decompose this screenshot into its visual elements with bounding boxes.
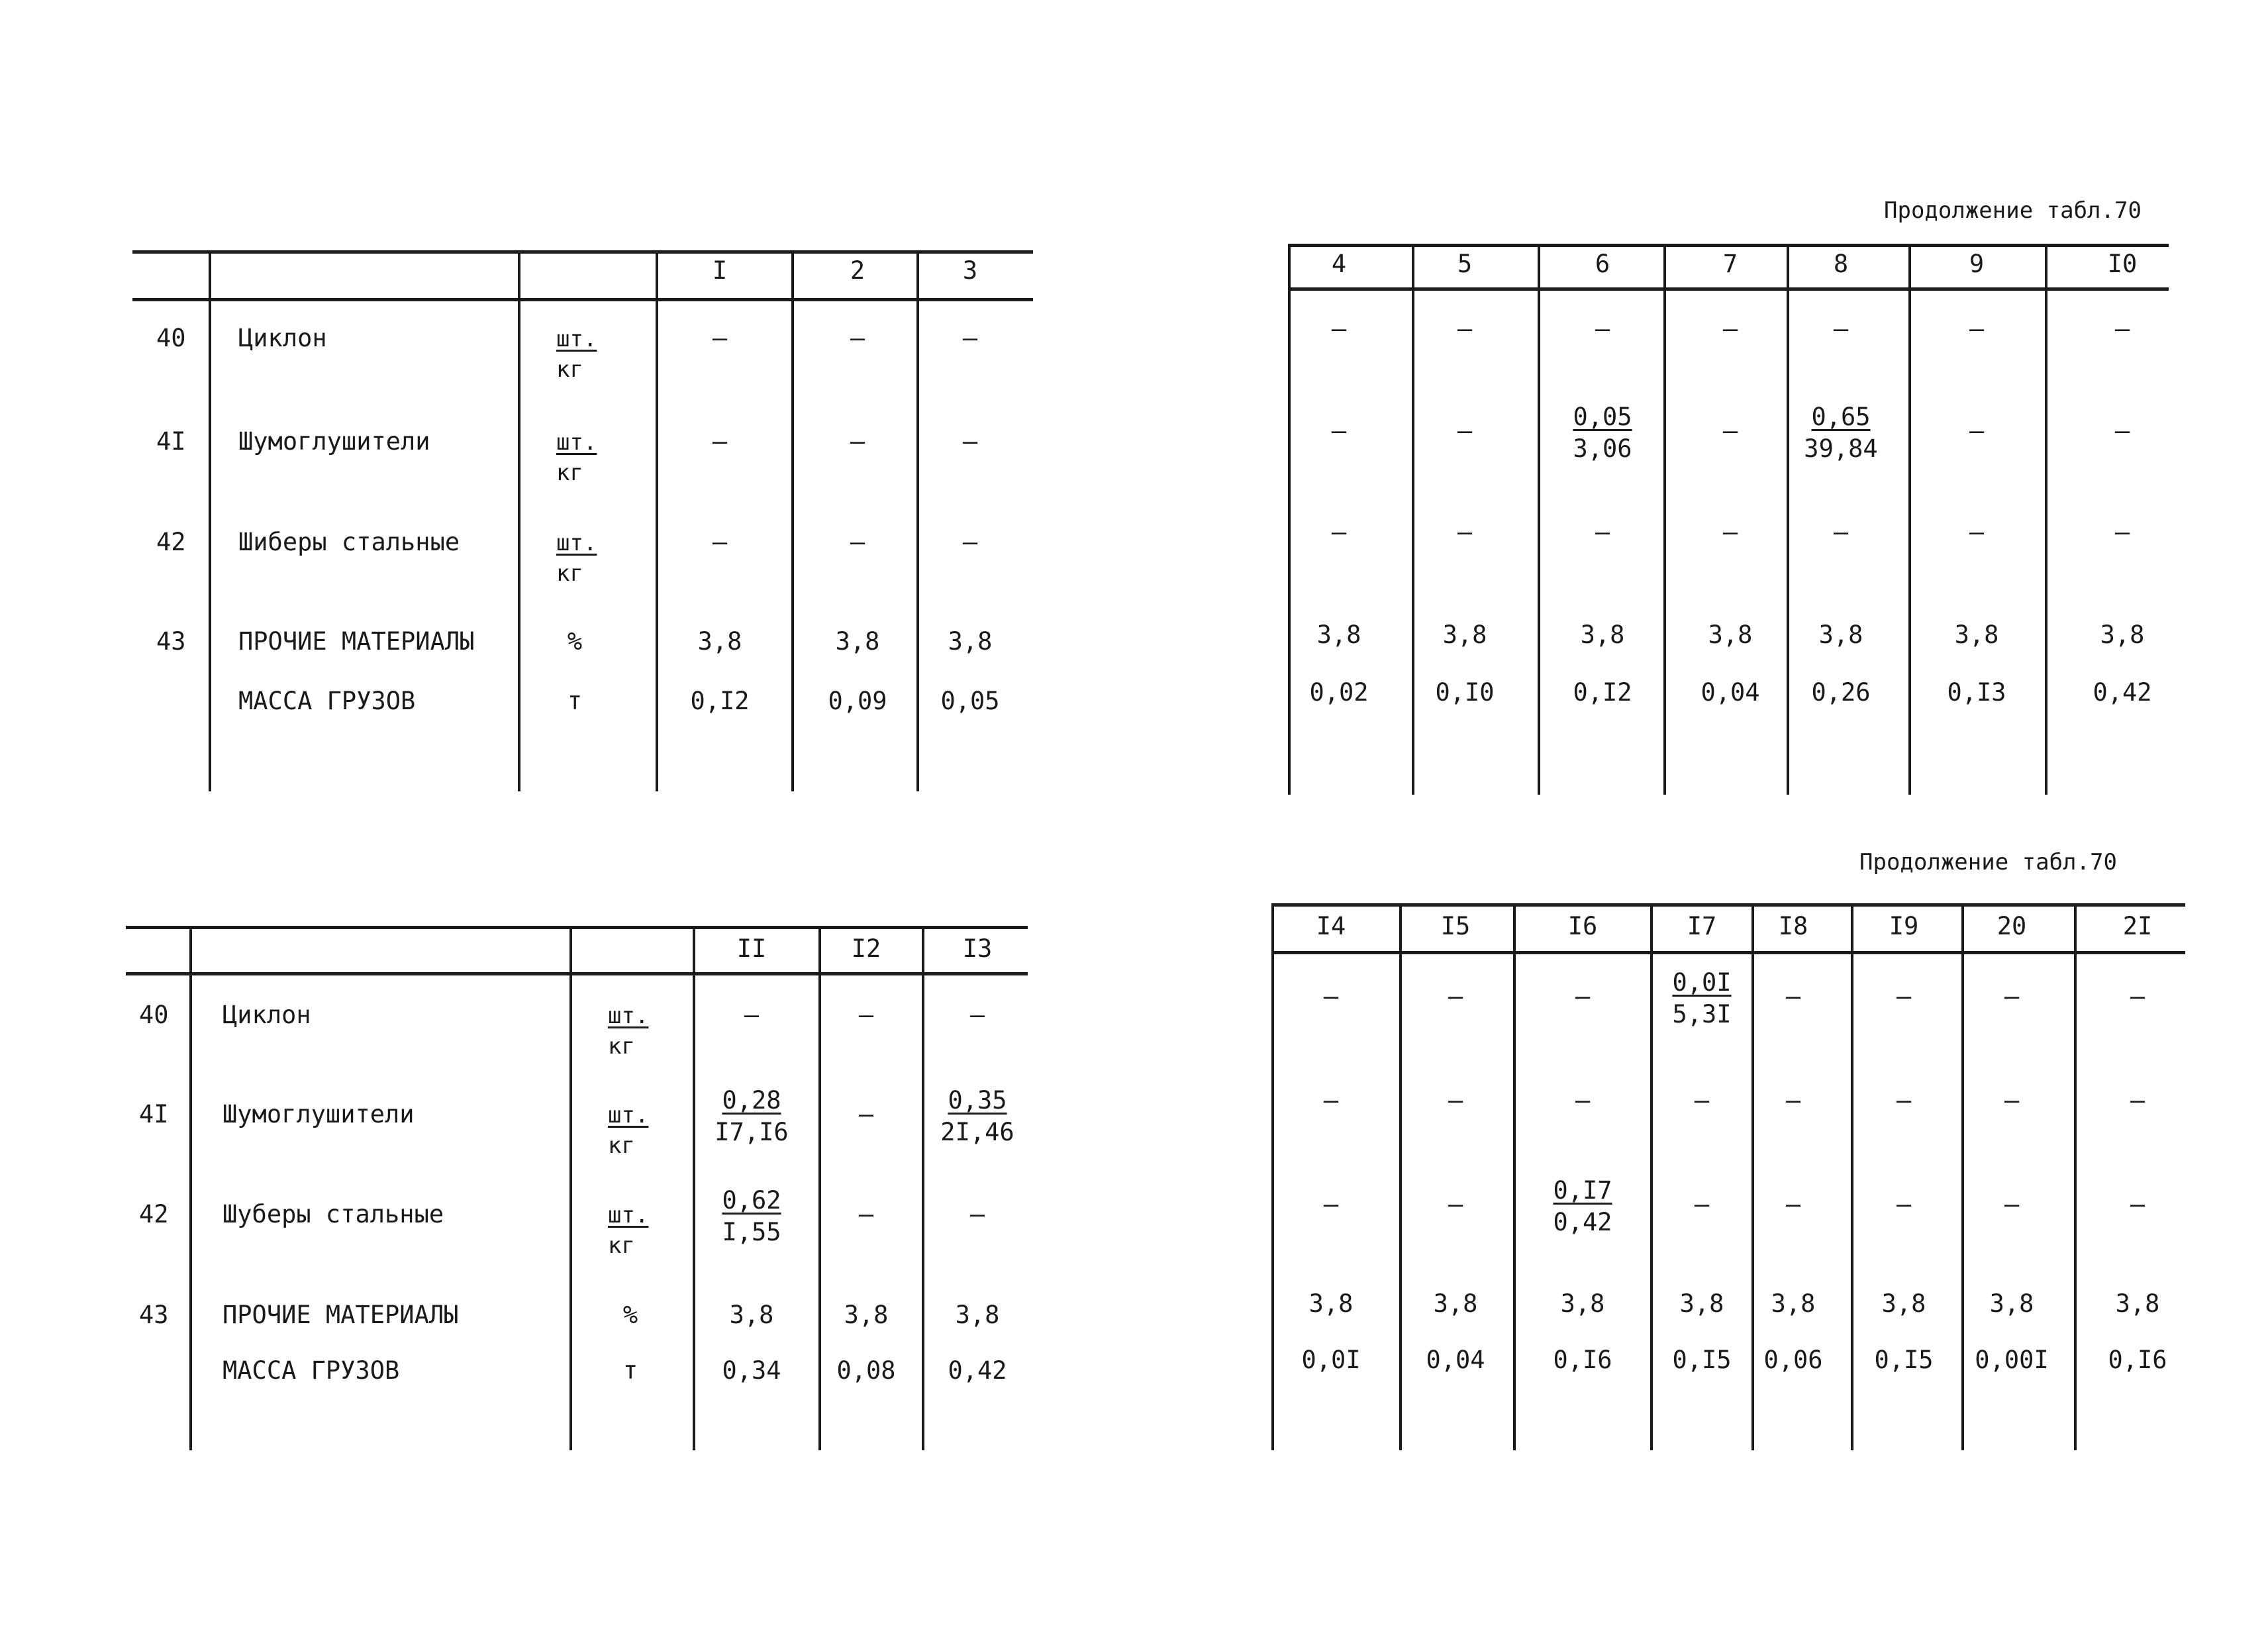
bottom_right-cell: 0,06 [1763,1346,1823,1374]
bottom_left-col-line-4 [922,926,924,1450]
bottom_left-row-name: Циклон [222,1001,311,1029]
top_right-col-line-6 [2045,244,2047,795]
unit-pieces: шт. [608,1102,649,1128]
bottom_left-row-no: 4I [139,1100,169,1128]
top_right-header-0: 4 [1331,250,1347,278]
top_left-row-no: 43 [156,627,186,656]
top_right-cell: 0,04 [1701,678,1760,707]
bottom_right-cell-numerator: 0,0I [1672,968,1732,997]
top_right-cell: – [1595,315,1610,343]
top_right-rule-head [1288,287,2169,291]
top_left-row-unit [556,324,597,385]
bottom_left-row-unit: % [622,1301,638,1329]
bottom_right-cell: 0,I5 [1874,1346,1934,1374]
bottom_left-header-1: I2 [851,934,881,963]
top_right-cell: 0,I0 [1435,678,1495,707]
bottom_right-cell-denominator: 0,42 [1553,1208,1612,1237]
bottom_right-rule-head [1271,951,2185,954]
bottom_right-cell: – [2130,1086,2145,1115]
bottom_left-cell-fraction [722,1185,781,1248]
bottom_right-cell: – [1694,1190,1710,1219]
bottom_right-col-line-0 [1271,903,1274,1450]
top_right-cell: – [1722,417,1738,445]
top_left-header-0: I [712,256,728,285]
bottom_right-cell-denominator: 5,3I [1672,1000,1732,1029]
bottom_left-cell: 3,8 [844,1301,889,1329]
top_right-cell: – [1722,315,1738,343]
bottom_right-col-line-2 [1513,903,1516,1450]
top_left-row-no: 42 [156,528,186,556]
unit-kg: кг [556,459,583,486]
top_left-row-unit [556,528,597,589]
bottom_right-col-line-7 [2074,903,2077,1450]
top_right-cell: 3,8 [1954,621,1999,649]
unit-pieces: шт. [556,429,597,456]
bottom_left-col-line-0 [189,926,192,1450]
top_right-header-1: 5 [1457,250,1473,278]
top_right-cell: 3,8 [1818,621,1863,649]
top_left-row-name: ПРОЧИЕ МАТЕРИАЛЫ [238,627,475,656]
unit-pieces: шт. [556,530,597,556]
bottom_right-cell: 3,8 [1308,1289,1354,1318]
bottom_right-cell: – [1448,982,1463,1011]
top_right-cell-fraction [1573,401,1632,465]
bottom_right-header-3: I7 [1687,912,1717,940]
bottom_right-header-5: I9 [1889,912,1919,940]
top_left-cell: – [962,324,978,352]
bottom_left-row-name: Шумоглушители [222,1100,415,1128]
bottom_left-row-name: МАССА ГРУЗОВ [222,1356,400,1385]
bottom_right-cell: 3,8 [2115,1289,2160,1318]
top_left-row-no: 40 [156,324,186,352]
bottom_right-cell: – [1448,1190,1463,1219]
top_right-cell: 0,I3 [1947,678,2006,707]
bottom_left-header-0: II [736,934,767,963]
bottom_left-cell-numerator: 0,35 [948,1086,1007,1115]
top_right-cell: 3,8 [1708,621,1753,649]
bottom_right-header-1: I5 [1440,912,1471,940]
bottom_right-cell: – [1575,1086,1591,1115]
bottom_left-cell: – [858,1200,874,1228]
bottom_right-cell: – [2130,982,2145,1011]
top_left-row-unit [556,428,597,489]
bottom_left-cell-denominator: I7,I6 [715,1118,789,1147]
top_left-cell: 3,8 [835,627,880,656]
top_right-header-2: 6 [1595,250,1610,278]
bottom_right-cell: – [1896,982,1912,1011]
top_left-cell: 3,8 [948,627,993,656]
bottom_left-col-line-3 [818,926,821,1450]
bottom_left-row-no: 40 [139,1001,169,1029]
bottom_left-row-no: 42 [139,1200,169,1228]
bottom_right-cell: 0,I6 [2108,1346,2167,1374]
bottom_right-header-2: I6 [1567,912,1598,940]
bottom_left-rule-head [126,972,1028,975]
unit-kg: кг [608,1032,635,1060]
bottom_right-cell: – [1785,1190,1801,1219]
top_right-cell: 3,8 [1316,621,1361,649]
top_left-row-unit: т [567,687,583,715]
bottom_left-cell: – [744,1001,760,1029]
top_right-cell: – [1722,518,1738,546]
bottom_right-cell: – [1785,1086,1801,1115]
bottom_right-cell: 3,8 [1433,1289,1478,1318]
top_right-cell: 3,8 [1580,621,1625,649]
bottom_right-cell: – [2004,1190,2020,1219]
top_right-cell: 3,8 [2100,621,2145,649]
bottom_left-cell: 0,34 [722,1356,781,1385]
bottom_left-row-unit [608,1201,648,1262]
bottom_left-cell: – [969,1001,985,1029]
unit-kg: кг [556,356,583,383]
bottom_right-cell-fraction [1553,1175,1612,1238]
bottom_right-col-line-4 [1751,903,1754,1450]
bottom_left-row-unit [608,1101,648,1162]
bottom_right-cell: 3,8 [1679,1289,1724,1318]
bottom_right-col-line-3 [1650,903,1653,1450]
bottom_right-cell: – [1323,1190,1339,1219]
top_left-cell: 0,I2 [690,687,750,715]
top_right-col-line-1 [1412,244,1414,795]
caption-bottom: Продолжение табл.70 [1859,849,2117,875]
top_right-cell: – [1457,518,1473,546]
bottom_right-cell: 0,I5 [1672,1346,1732,1374]
bottom_right-cell: 0,0I [1301,1346,1361,1374]
top_right-cell: – [1331,315,1347,343]
unit-kg: кг [608,1132,635,1159]
top_right-header-6: I0 [2107,250,2138,278]
unit-kg: кг [608,1232,635,1259]
bottom_right-cell: – [2004,1086,2020,1115]
top_right-cell: – [2114,518,2130,546]
bottom_left-row-name: Шуберы стальные [222,1200,444,1228]
bottom_left-cell: – [858,1001,874,1029]
top_right-col-line-5 [1908,244,1911,795]
bottom_right-cell: 3,8 [1881,1289,1926,1318]
top_right-cell: 3,8 [1442,621,1487,649]
bottom_left-cell: 0,08 [836,1356,896,1385]
top_left-cell: 0,09 [828,687,887,715]
top_right-cell: – [1969,417,1985,445]
top_left-cell: 0,05 [940,687,1000,715]
bottom_right-cell: 0,I6 [1553,1346,1612,1374]
bottom_right-cell: – [1896,1190,1912,1219]
bottom_left-cell-denominator: 2I,46 [940,1118,1014,1147]
bottom_right-cell: – [1575,982,1591,1011]
bottom_left-col-line-2 [693,926,695,1450]
top_left-col-line-3 [791,250,794,791]
bottom_right-cell: 3,8 [1989,1289,2034,1318]
unit-pieces: шт. [556,326,597,352]
bottom_right-cell: – [1785,982,1801,1011]
top_left-row-no: 4I [156,427,186,456]
top_left-row-name: Циклон [238,324,327,352]
bottom_left-cell-denominator: I,55 [722,1218,781,1247]
unit-pieces: шт. [608,1202,649,1228]
top_left-cell: – [712,427,728,456]
bottom_left-cell: 3,8 [955,1301,1000,1329]
bottom_right-header-4: I8 [1778,912,1808,940]
top_right-cell: – [1595,518,1610,546]
bottom_right-cell: – [1448,1086,1463,1115]
top_right-cell-denominator: 3,06 [1573,434,1632,464]
top_right-header-5: 9 [1969,250,1985,278]
top_left-cell: – [712,324,728,352]
bottom_left-cell: – [969,1200,985,1228]
top_right-cell: 0,02 [1309,678,1369,707]
top_left-col-line-0 [209,250,211,791]
top_right-cell: 0,42 [2093,678,2152,707]
top_left-cell: – [712,528,728,556]
bottom_left-row-unit [608,1001,648,1062]
top_left-cell: – [850,528,865,556]
unit-pieces: шт. [608,1003,649,1029]
caption-top: Продолжение табл.70 [1884,197,2142,224]
top_right-cell: – [2114,417,2130,445]
top_right-cell: – [1457,315,1473,343]
bottom_right-cell: 3,8 [1771,1289,1816,1318]
top_right-cell: 0,26 [1811,678,1871,707]
bottom_left-row-name: ПРОЧИЕ МАТЕРИАЛЫ [222,1301,459,1329]
top_left-cell: – [850,324,865,352]
top_right-rule-top [1288,244,2169,247]
bottom_right-cell-numerator: 0,I7 [1553,1176,1612,1205]
top_right-header-3: 7 [1722,250,1738,278]
bottom_left-header-2: I3 [962,934,993,963]
bottom_left-cell-fraction [715,1085,788,1148]
top_left-row-unit: % [567,627,583,656]
top_left-cell: – [850,427,865,456]
bottom_right-cell: – [1323,1086,1339,1115]
bottom_right-cell-fraction [1672,967,1731,1030]
top_right-cell: 0,I2 [1573,678,1632,707]
bottom_right-cell: – [2130,1190,2145,1219]
bottom_right-cell: 3,8 [1560,1289,1605,1318]
top_right-cell-numerator: 0,05 [1573,403,1632,431]
top_right-cell: – [1331,417,1347,445]
top_left-cell: 3,8 [697,627,742,656]
bottom_right-cell: – [1896,1086,1912,1115]
bottom_right-cell: 0,00I [1975,1346,2049,1374]
bottom_right-rule-top [1271,903,2185,907]
bottom_left-row-unit: т [622,1356,638,1385]
top_left-rule-head [132,298,1033,301]
top_left-row-name: МАССА ГРУЗОВ [238,687,416,715]
top_left-row-name: Шиберы стальные [238,528,460,556]
bottom_left-cell-numerator: 0,62 [722,1186,781,1215]
top_right-cell: – [1833,315,1849,343]
top_right-col-line-0 [1288,244,1291,795]
top_left-row-name: Шумоглушители [238,427,430,456]
bottom_right-col-line-5 [1851,903,1853,1450]
top_left-header-1: 2 [850,256,865,285]
unit-kg: кг [556,560,583,587]
bottom_left-col-line-1 [569,926,572,1450]
top_right-header-4: 8 [1833,250,1849,278]
bottom_right-cell: 0,04 [1426,1346,1485,1374]
bottom_right-col-line-1 [1399,903,1402,1450]
top_left-cell: – [962,528,978,556]
top_right-cell-denominator: 39,84 [1804,434,1878,464]
bottom_right-cell: – [1694,1086,1710,1115]
bottom_right-cell: – [1323,982,1339,1011]
top_right-cell: – [1833,518,1849,546]
top_left-cell: – [962,427,978,456]
bottom_right-cell: – [2004,982,2020,1011]
bottom_left-cell-fraction [940,1085,1014,1148]
top_right-col-line-3 [1663,244,1666,795]
top_left-rule-top [132,250,1033,254]
top_right-cell-numerator: 0,65 [1811,403,1871,431]
bottom_left-rule-top [126,926,1028,929]
bottom_left-cell: – [858,1100,874,1128]
top_right-cell: – [1969,518,1985,546]
top_left-col-line-2 [656,250,658,791]
bottom_right-col-line-6 [1961,903,1964,1450]
top_right-cell: – [1457,417,1473,445]
bottom_left-cell-numerator: 0,28 [722,1086,781,1115]
bottom_left-cell: 0,42 [948,1356,1007,1385]
top_right-cell: – [1331,518,1347,546]
top_left-col-line-1 [518,250,520,791]
top_left-header-2: 3 [962,256,978,285]
top_right-col-line-4 [1787,244,1789,795]
bottom_right-header-6: 20 [1997,912,2027,940]
bottom_left-cell: 3,8 [729,1301,774,1329]
top_right-cell-fraction [1804,401,1877,465]
bottom_right-header-0: I4 [1316,912,1346,940]
bottom_left-row-no: 43 [139,1301,169,1329]
bottom_right-header-7: 2I [2122,912,2153,940]
top_left-col-line-4 [916,250,919,791]
top_right-cell: – [2114,315,2130,343]
top_right-col-line-2 [1538,244,1540,795]
top_right-cell: – [1969,315,1985,343]
